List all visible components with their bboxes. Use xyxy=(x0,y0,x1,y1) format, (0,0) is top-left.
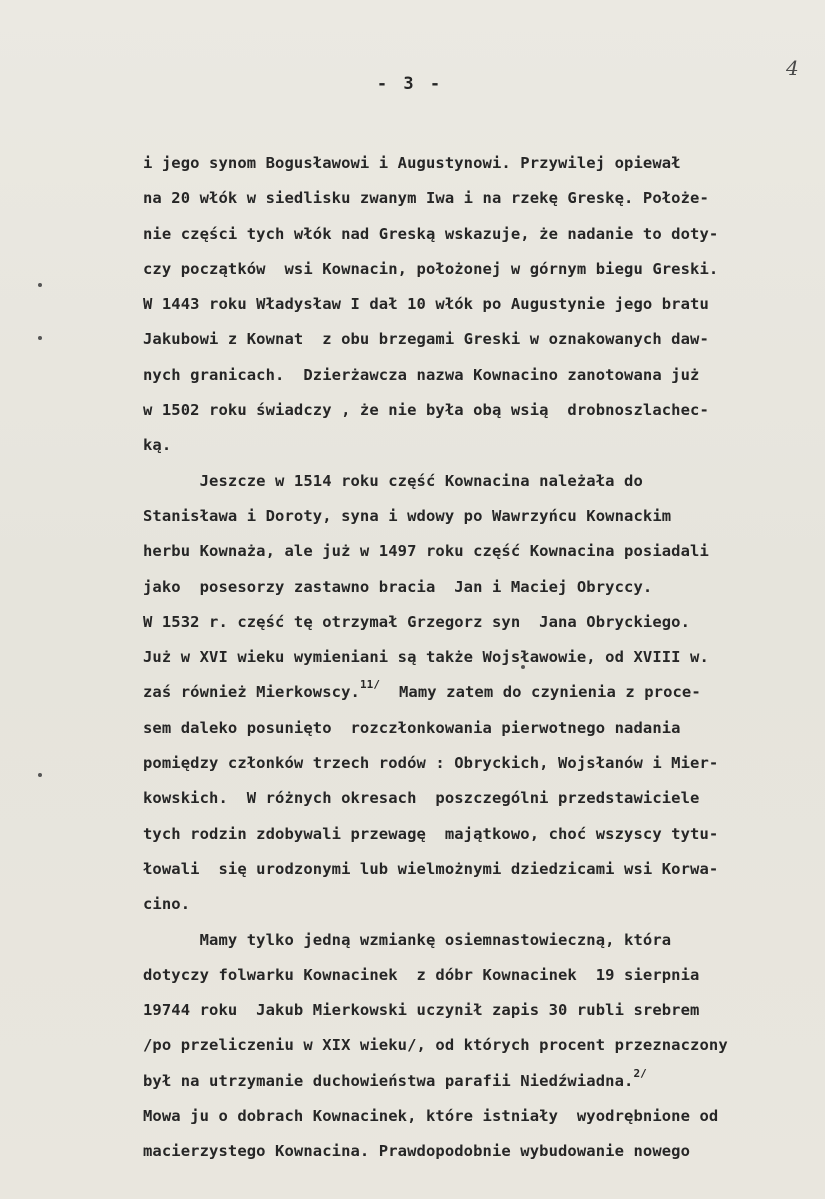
text-line-content: Mamy tylko jedną wzmiankę osiemnastowieczną, która xyxy=(143,930,672,949)
text-line-content: łowali się urodzonymi lub wielmożnymi dziedzicami wsi Korwa- xyxy=(143,859,719,878)
text-line xyxy=(143,923,783,958)
text-line-content: cino. xyxy=(143,895,191,914)
margin-dot xyxy=(38,336,42,340)
text-line-content: nie części tych włók nad Greską wskazuje, że nadanie to doty- xyxy=(143,224,719,243)
text-line xyxy=(143,605,783,640)
text-line-content: tych rodzin zdobywali przewagę majątkowo, choć wszyscy tytu- xyxy=(143,824,719,843)
handwritten-page-mark: 4 xyxy=(786,56,799,80)
text-line-content: herbu Kownaża, ale już w 1497 roku część Kownacina posiadali xyxy=(143,542,709,561)
text-line-content: sem daleko posunięto rozczłonkowania pierwotnego nadania xyxy=(143,718,681,737)
document-body xyxy=(143,146,783,1170)
text-line xyxy=(143,1134,783,1169)
text-line xyxy=(143,781,783,816)
text-line-content: W 1443 roku Władysław I dał 10 włók po Augustynie jego bratu xyxy=(143,295,709,314)
text-line-content: 19744 roku Jakub Mierkowski uczynił zapis 30 rubli srebrem xyxy=(143,1001,700,1020)
text-line xyxy=(143,746,783,781)
text-line xyxy=(143,217,783,252)
text-line xyxy=(143,711,783,746)
text-line-content: na 20 włók w siedlisku zwanym Iwa i na rzekę Greskę. Położe- xyxy=(143,189,709,208)
text-line xyxy=(143,181,783,216)
footnote-ref: 11/ xyxy=(359,678,381,692)
text-line xyxy=(143,958,783,993)
text-line xyxy=(143,534,783,569)
text-line xyxy=(143,640,783,675)
text-line xyxy=(143,675,783,710)
text-line xyxy=(143,993,783,1028)
text-line xyxy=(143,1099,783,1134)
text-line-content: W 1532 r. część tę otrzymał Grzegorz syn Jana Obryckiego. xyxy=(143,612,691,631)
text-line xyxy=(143,852,783,887)
text-line-content: Jeszcze w 1514 roku część Kownacina należała do xyxy=(143,471,643,490)
text-line-content: Mowa ju o dobrach Kownacinek, które istniały wyodrębnione od xyxy=(143,1107,719,1126)
margin-dot xyxy=(38,283,42,287)
text-line xyxy=(143,1064,783,1099)
margin-dot xyxy=(38,773,42,777)
text-line-content: zaś również Mierkowscy. xyxy=(143,683,360,702)
text-line-content: w 1502 roku świadczy , że nie była obą wsią drobnoszlachec- xyxy=(143,401,709,420)
text-line xyxy=(143,358,783,393)
text-line-content: jako posesorzy zastawno bracia Jan i Maciej Obryccy. xyxy=(143,577,653,596)
page-number: - 3 - xyxy=(376,74,444,94)
text-line xyxy=(143,887,783,922)
text-line-content: kowskich. W różnych okresach poszczególni przedstawiciele xyxy=(143,789,700,808)
text-line xyxy=(143,322,783,357)
text-line-content: Stanisława i Doroty, syna i wdowy po Wawrzyńcu Kownackim xyxy=(143,506,672,525)
text-line-content: czy początków wsi Kownacin, położonej w górnym biegu Greski. xyxy=(143,259,719,278)
text-line-content: ką. xyxy=(143,436,172,455)
text-line xyxy=(143,146,783,181)
text-line-content: i jego synom Bogusławowi i Augustynowi. Przywilej opiewał xyxy=(143,154,681,172)
text-line-content: macierzystego Kownacina. Prawdopodobnie wybudowanie nowego xyxy=(143,1142,691,1161)
text-line xyxy=(143,570,783,605)
text-line xyxy=(143,464,783,499)
text-line-content: dotyczy folwarku Kownacinek z dóbr Kownacinek 19 sierpnia xyxy=(143,965,700,984)
footnote-ref: 2/ xyxy=(633,1066,647,1080)
text-line-content: nych granicach. Dzierżawcza nazwa Kownacino zanotowana już xyxy=(143,365,700,384)
text-line-content: pomiędzy członków trzech rodów : Obryckich, Wojsłanów i Mier- xyxy=(143,754,719,773)
text-line-content: /po przeliczeniu w XIX wieku/, od których procent przeznaczony xyxy=(143,1036,728,1055)
text-line-content: Jakubowi z Kownat z obu brzegami Greski w oznakowanych daw- xyxy=(143,330,709,349)
text-line xyxy=(143,252,783,287)
text-line xyxy=(143,287,783,322)
text-line xyxy=(143,393,783,428)
text-line xyxy=(143,428,783,463)
text-line xyxy=(143,817,783,852)
text-line xyxy=(143,499,783,534)
text-line-content: Już w XVI wieku wymieniani są także Wojsławowie, od XVIII w. xyxy=(143,648,709,667)
text-line xyxy=(143,1028,783,1063)
text-line-continuation: Mamy zatem do czynienia z proce- xyxy=(380,683,701,702)
text-line-content: był na utrzymanie duchowieństwa parafii Niedźwiadna. xyxy=(143,1071,634,1090)
